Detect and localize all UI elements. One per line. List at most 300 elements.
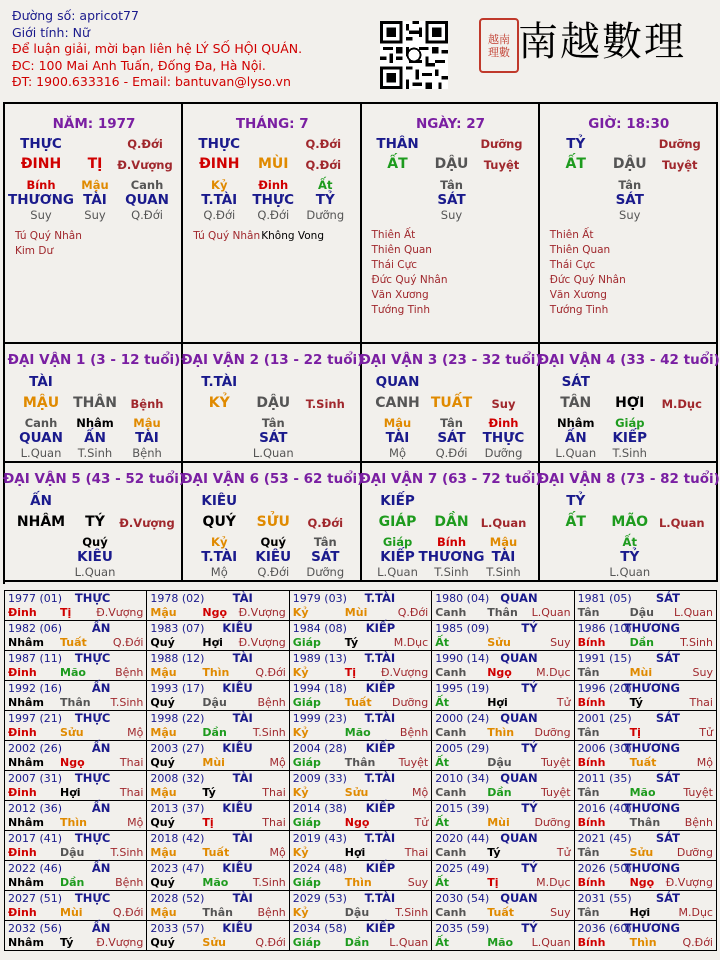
dai-van-title: ĐẠI VẬN 2 (13 - 22 tuổi): [181, 352, 364, 368]
annual-cell: [147, 651, 289, 681]
annual-cell: [290, 711, 432, 741]
annual-ten-god: KIÊU: [222, 621, 253, 635]
annual-stem: Bính: [577, 696, 606, 709]
annual-stage: Suy: [692, 666, 713, 679]
annual-stem: Tân: [577, 726, 600, 739]
header-line-4: ĐT: 1900.633316 - Email: bantuvan@lyso.vn: [12, 74, 291, 89]
annual-stem: Mậu: [150, 906, 177, 919]
annual-branch: Tuất: [487, 906, 514, 919]
pillar-ten-god: THỰC: [20, 136, 62, 152]
annual-year: 2022 (46): [8, 862, 63, 875]
dai-van-cell: [359, 463, 542, 582]
annual-stage: Tuyệt: [398, 756, 429, 769]
annual-cell: [432, 921, 574, 951]
annual-branch: Mão: [629, 786, 656, 799]
annual-ten-god: TỶ: [521, 621, 538, 635]
annual-year: 1987 (11): [8, 652, 63, 665]
annual-cell: [432, 831, 574, 861]
annual-ten-god: THỰC: [74, 771, 111, 785]
dai-van-branch: HỢI: [615, 395, 645, 411]
annual-year: 2020 (44): [435, 832, 490, 845]
annual-cell: [575, 891, 717, 921]
star-label: Tú Quý Nhân: [15, 230, 82, 242]
annual-cell: [147, 861, 289, 891]
annual-cell: [432, 771, 574, 801]
annual-stage: Q.Đới: [255, 936, 286, 949]
annual-stem: Quý: [150, 636, 175, 649]
annual-cell: [5, 921, 147, 951]
annual-stage: T.Sinh: [252, 726, 286, 739]
annual-year: 1978 (02): [150, 592, 205, 605]
annual-cell: [432, 681, 574, 711]
annual-stage: Q.Đới: [112, 906, 144, 919]
dai-van-branch: MÃO: [611, 514, 649, 530]
dai-van-branch: SỬU: [256, 514, 290, 530]
annual-branch: Tý: [60, 936, 74, 949]
annual-year: 2028 (52): [150, 892, 205, 905]
pillar-ten-god: TỶ: [566, 136, 586, 152]
annual-cell: [147, 771, 289, 801]
annual-stage: Đ.Vượng: [238, 636, 286, 649]
annual-branch: Thân: [202, 906, 233, 919]
annual-cell: [147, 711, 289, 741]
annual-stage: Tử: [556, 846, 571, 859]
annual-branch: Dậu: [629, 606, 654, 619]
annual-year: 2025 (49): [435, 862, 490, 875]
dai-van-cell: [537, 344, 720, 463]
annual-year: 1979 (03): [292, 592, 347, 605]
annual-cell: [5, 801, 147, 831]
hidden-ten-god: QUAN: [125, 192, 169, 208]
annual-branch: Thìn: [487, 726, 515, 739]
pillar-stage: Tuyệt: [483, 158, 520, 172]
annual-year: 1999 (23): [292, 712, 347, 725]
annual-stem: Kỷ: [292, 726, 309, 739]
annual-ten-god: THƯƠNG: [623, 621, 680, 635]
dai-van-stem: MẬU: [22, 395, 60, 411]
annual-cell: [147, 591, 289, 621]
annual-ten-god: TÀI: [232, 771, 253, 785]
annual-cell: [290, 801, 432, 831]
annual-cell: [290, 831, 432, 861]
annual-branch: Tị: [487, 876, 499, 889]
annual-stem: Quý: [150, 876, 175, 889]
annual-year: 2021 (45): [577, 832, 632, 845]
annual-stem: Giáp: [292, 816, 321, 829]
annual-branch: Hợi: [487, 696, 508, 709]
hidden-ten-god: THỰC: [482, 430, 525, 446]
annual-ten-god: QUAN: [500, 831, 538, 845]
hidden-ten-god: ẤN: [564, 430, 587, 446]
annual-stage: Mộ: [269, 846, 286, 859]
hidden-stem: Tân: [261, 416, 285, 430]
annual-ten-god: TÀI: [232, 831, 253, 845]
annual-stage: T.Sinh: [110, 846, 144, 859]
dai-van-ten-god: QUAN: [375, 374, 420, 390]
annual-branch: Dậu: [60, 846, 85, 859]
annual-ten-god: KIẾP: [365, 681, 396, 695]
dai-van-branch: THÂN: [73, 395, 117, 411]
annual-stem: Bính: [577, 876, 606, 889]
annual-stem: Ất: [435, 936, 449, 949]
star-label: Tướng Tinh: [549, 304, 609, 316]
annual-ten-god: TỶ: [521, 921, 538, 935]
hidden-stage: Q.Đới: [435, 446, 468, 460]
hidden-stage: Bệnh: [132, 446, 162, 460]
annual-cell: [5, 831, 147, 861]
annual-branch: Tý: [629, 696, 643, 709]
annual-year: 2032 (56): [8, 922, 63, 935]
annual-stage: Thai: [119, 756, 144, 769]
annual-year: 2000 (24): [435, 712, 490, 725]
annual-year: 1995 (19): [435, 682, 490, 695]
annual-stem: Kỷ: [292, 786, 309, 799]
annual-year: 1986 (10): [577, 622, 632, 635]
annual-branch: Dậu: [202, 696, 227, 709]
annual-stage: T.Sinh: [395, 906, 429, 919]
annual-year: 2030 (54): [435, 892, 490, 905]
annual-ten-god: KIÊU: [222, 921, 253, 935]
annual-cell: [5, 771, 147, 801]
annual-ten-god: THƯƠNG: [623, 801, 680, 815]
annual-branch: Hợi: [344, 846, 366, 859]
hidden-stem: Ất: [622, 535, 637, 549]
dai-van-stem: NHÂM: [16, 514, 66, 530]
star-label: Đức Quý Nhân: [371, 274, 448, 286]
annual-ten-god: KIÊU: [222, 741, 253, 755]
pillar-ten-god: THỰC: [198, 136, 241, 152]
header: [0, 0, 720, 100]
header-line-0: Đường số: apricot77: [12, 8, 139, 23]
hidden-stem: Bính: [26, 178, 56, 192]
hidden-stage: Suy: [30, 208, 52, 222]
annual-ten-god: KIẾP: [365, 621, 396, 635]
hidden-stage: L.Quan: [20, 446, 62, 460]
hidden-ten-god: ẤN: [84, 430, 106, 446]
annual-stage: Đ.Vượng: [665, 876, 713, 889]
annual-stem: Giáp: [292, 936, 321, 949]
annual-stem: Giáp: [292, 876, 321, 889]
annual-ten-god: THỰC: [74, 831, 111, 845]
annual-ten-god: T.TÀI: [364, 771, 396, 785]
pillar-stage-top: Q.Đới: [305, 137, 342, 151]
annual-stem: Tân: [577, 846, 600, 859]
hidden-stage: Q.Đới: [257, 565, 290, 579]
annual-stage: Tuyệt: [540, 756, 571, 769]
annual-cell: [5, 861, 147, 891]
annual-stage: Đ.Vượng: [96, 606, 144, 619]
hidden-ten-god: SÁT: [259, 430, 288, 446]
annual-cell: [290, 651, 432, 681]
annual-stage: Bệnh: [257, 906, 286, 919]
annual-stage: Đ.Vượng: [238, 606, 286, 619]
annual-ten-god: THƯƠNG: [623, 741, 680, 755]
annual-ten-god: TỶ: [521, 681, 538, 695]
annual-ten-god: TỶ: [521, 801, 538, 815]
hidden-stage: Suy: [440, 208, 463, 222]
annual-stage: Tử: [556, 696, 571, 709]
annual-cell: [290, 621, 432, 651]
annual-year: 2036 (60): [577, 922, 632, 935]
annual-stage: M.Dục: [536, 876, 571, 889]
annual-branch: Sửu: [60, 726, 84, 739]
annual-branch: Tị: [60, 606, 72, 619]
annual-ten-god: KIẾP: [365, 861, 396, 875]
annual-stem: Nhâm: [8, 636, 44, 649]
pillar-branch: TỊ: [87, 156, 103, 172]
annual-cell: [5, 681, 147, 711]
annual-cell: [147, 921, 289, 951]
annual-stem: Đinh: [8, 786, 37, 799]
annual-cell: [5, 891, 147, 921]
dai-van-stage: L.Quan: [658, 516, 705, 530]
annual-cell: [575, 621, 717, 651]
annual-ten-god: TỶ: [521, 861, 538, 875]
hidden-stem: Mậu: [133, 416, 161, 430]
pillar-stage-top: Dưỡng: [658, 137, 701, 151]
annual-ten-god: T.TÀI: [364, 891, 396, 905]
annual-year: 1998 (22): [150, 712, 205, 725]
annual-branch: Mão: [487, 936, 514, 949]
pillar-title: NĂM: 1977: [52, 116, 136, 132]
dai-van-stem: KỶ: [208, 395, 230, 411]
hidden-ten-god: T.TÀI: [201, 192, 238, 208]
annual-stage: Mộ: [696, 756, 713, 769]
annual-stage: T.Sinh: [252, 876, 286, 889]
annual-stem: Kỷ: [292, 606, 309, 619]
annual-stage: Bệnh: [399, 726, 429, 739]
hidden-stage: L.Quan: [377, 565, 418, 579]
annual-year: 2024 (48): [292, 862, 347, 875]
annual-ten-god: KIÊU: [222, 801, 253, 815]
hidden-stage: L.Quan: [555, 446, 597, 460]
annual-stage: L.Quan: [389, 936, 429, 949]
annual-ten-god: T.TÀI: [364, 591, 396, 605]
annual-branch: Sửu: [202, 936, 226, 949]
annual-year: 2009 (33): [292, 772, 347, 785]
annual-cell: [290, 771, 432, 801]
hidden-ten-god: TỶ: [315, 192, 335, 208]
annual-ten-god: KIÊU: [222, 861, 253, 875]
annual-cell: [147, 831, 289, 861]
annual-ten-god: SÁT: [655, 711, 680, 725]
star-label: Đức Quý Nhân: [549, 274, 626, 286]
hidden-stage: Suy: [619, 208, 641, 222]
annual-stem: Nhâm: [8, 876, 44, 889]
annual-ten-god: THỰC: [74, 711, 111, 725]
annual-cell: [5, 651, 147, 681]
annual-year: 1988 (12): [150, 652, 205, 665]
star-label: Thiên Ất: [371, 229, 416, 241]
annual-year: 2007 (31): [8, 772, 63, 785]
annual-stem: Giáp: [292, 756, 321, 769]
header-info: [12, 8, 302, 91]
annual-cell: [5, 621, 147, 651]
annual-branch: Ngọ: [60, 756, 85, 769]
annual-branch: Ngọ: [487, 666, 512, 679]
annual-ten-god: THỰC: [74, 651, 111, 665]
star-label: Thái Cực: [371, 259, 418, 271]
annual-year: 2031 (55): [577, 892, 632, 905]
hidden-stem: Tân: [440, 416, 463, 430]
annual-year: 1983 (07): [150, 622, 205, 635]
annual-stage: M.Dục: [536, 666, 571, 679]
star-label: Không Vong: [261, 230, 324, 242]
annual-cell: [147, 741, 289, 771]
hidden-stage: L.Quan: [609, 565, 651, 579]
pillar-branch: MÙI: [257, 156, 289, 172]
annual-branch: Dần: [60, 876, 85, 889]
annual-branch: Mùi: [202, 756, 225, 769]
annual-year: 1994 (18): [292, 682, 347, 695]
annual-branch: Tuất: [60, 636, 87, 649]
dai-van-cell: [181, 463, 364, 582]
star-label: Văn Xương: [549, 289, 607, 301]
star-label: Thiên Ất: [549, 229, 594, 241]
annual-ten-god: QUAN: [500, 711, 538, 725]
annual-branch: Hợi: [202, 636, 223, 649]
hidden-stem: Ất: [318, 178, 333, 192]
annual-stage: L.Quan: [531, 936, 571, 949]
dai-van-cell: [5, 344, 183, 463]
annual-stage: M.Dục: [393, 636, 429, 649]
annual-ten-god: KIẾP: [365, 801, 396, 815]
annual-ten-god: QUAN: [500, 591, 538, 605]
pillar-stage-top: Dưỡng: [480, 137, 523, 151]
brand-title: 南越數理: [518, 19, 686, 65]
hidden-stem: Tân: [618, 178, 642, 192]
annual-stem: Ất: [435, 876, 449, 889]
annual-year: 1985 (09): [435, 622, 490, 635]
annual-year: 1996 (20): [577, 682, 632, 695]
annual-ten-god: THƯƠNG: [623, 681, 680, 695]
annual-cell: [575, 921, 717, 951]
annual-branch: Thìn: [629, 936, 657, 949]
annual-cell: [575, 741, 717, 771]
annual-year: 2033 (57): [150, 922, 205, 935]
annual-year: 1982 (06): [8, 622, 63, 635]
annual-stem: Tân: [577, 906, 600, 919]
annual-cell: [432, 621, 574, 651]
annual-branch: Mão: [202, 876, 229, 889]
annual-year: 1977 (01): [8, 592, 63, 605]
hidden-stem: Đinh: [488, 416, 519, 430]
annual-stem: Mậu: [150, 606, 177, 619]
annual-stem: Tân: [577, 606, 600, 619]
hidden-stage: T.Sinh: [434, 565, 469, 579]
annual-year: 2004 (28): [292, 742, 347, 755]
annual-stem: Kỷ: [292, 846, 309, 859]
dai-van-cell: [359, 344, 542, 463]
annual-stem: Giáp: [292, 696, 321, 709]
annual-branch: Mùi: [60, 906, 83, 919]
hidden-ten-god: THƯƠNG: [8, 192, 74, 208]
hidden-stem: Đinh: [258, 178, 289, 192]
annual-stem: Quý: [150, 696, 175, 709]
annual-cell: [290, 741, 432, 771]
annual-stem: Quý: [150, 936, 175, 949]
annual-year: 1991 (15): [577, 652, 632, 665]
annual-year: 1989 (13): [292, 652, 347, 665]
annual-cell: [147, 621, 289, 651]
annual-branch: Tuất: [202, 846, 230, 859]
dai-van-stem: GIÁP: [378, 514, 417, 530]
annual-ten-god: THỰC: [74, 891, 111, 905]
annual-stem: Nhâm: [8, 936, 44, 949]
annual-stage: M.Dục: [678, 906, 713, 919]
annual-cell: [432, 861, 574, 891]
annual-year: 2017 (41): [8, 832, 63, 845]
annual-stem: Mậu: [150, 786, 177, 799]
annual-stem: Bính: [577, 816, 606, 829]
star-label: Thiên Quan: [549, 244, 611, 256]
annual-cell: [290, 891, 432, 921]
dai-van-title: ĐẠI VẬN 6 (53 - 62 tuổi): [181, 471, 364, 487]
annual-year: 2010 (34): [435, 772, 490, 785]
annual-stage: Tử: [699, 726, 713, 739]
hidden-stem: Kỷ: [211, 178, 228, 192]
pillar-title: THÁNG: 7: [235, 116, 309, 132]
hidden-ten-god: SÁT: [615, 192, 644, 208]
hidden-stem: Canh: [130, 178, 164, 192]
annual-ten-god: TÀI: [232, 891, 253, 905]
chart-grid: [3, 102, 718, 584]
annual-year: 2011 (35): [577, 772, 632, 785]
annual-cell: [432, 711, 574, 741]
annual-branch: Tị: [202, 816, 214, 829]
hidden-stem: Bính: [436, 535, 467, 549]
annual-ten-god: THƯƠNG: [623, 861, 680, 875]
hidden-stem: Nhâm: [76, 416, 114, 430]
hidden-stage: Dưỡng: [306, 565, 345, 579]
annual-ten-god: ẤN: [91, 801, 111, 815]
annual-ten-god: TÀI: [232, 711, 253, 725]
annual-cell: [575, 771, 717, 801]
annual-stage: Dưỡng: [676, 846, 713, 859]
dai-van-title: ĐẠI VẬN 7 (63 - 72 tuổi): [359, 471, 542, 487]
annual-stem: Canh: [435, 726, 467, 739]
annual-cell: [575, 651, 717, 681]
dai-van-cell: [2, 463, 186, 582]
pillar-branch: DẬU: [434, 156, 469, 172]
annual-branch: Mão: [60, 666, 86, 679]
pillar-cell: [362, 104, 540, 344]
pillar-cell: [183, 104, 361, 344]
hidden-stage: Q.Đới: [131, 208, 163, 222]
annual-stem: Tân: [577, 666, 600, 679]
annual-stem: Mậu: [150, 726, 177, 739]
annual-year: 2016 (40): [577, 802, 632, 815]
annual-branch: Mùi: [344, 606, 368, 619]
annual-stage: Suy: [550, 906, 571, 919]
dai-van-title: ĐẠI VẬN 8 (73 - 82 tuổi): [537, 471, 720, 487]
annual-ten-god: KIÊU: [222, 681, 253, 695]
hidden-stage: Dưỡng: [484, 446, 523, 460]
annual-stage: Thai: [119, 786, 144, 799]
annual-cell: [147, 681, 289, 711]
annual-cell: [575, 801, 717, 831]
hidden-ten-god: T.TÀI: [201, 549, 238, 565]
hidden-stage: L.Quan: [74, 565, 116, 579]
annual-year: 2018 (42): [150, 832, 205, 845]
annual-branch: Ngọ: [344, 816, 370, 829]
annual-stage: Q.Đới: [397, 606, 429, 619]
annual-stem: Tân: [577, 786, 600, 799]
annual-year: 2006 (30): [577, 742, 632, 755]
annual-stage: Q.Đới: [682, 936, 713, 949]
dai-van-stage: M.Dục: [661, 397, 702, 411]
annual-stage: Thai: [689, 696, 713, 709]
